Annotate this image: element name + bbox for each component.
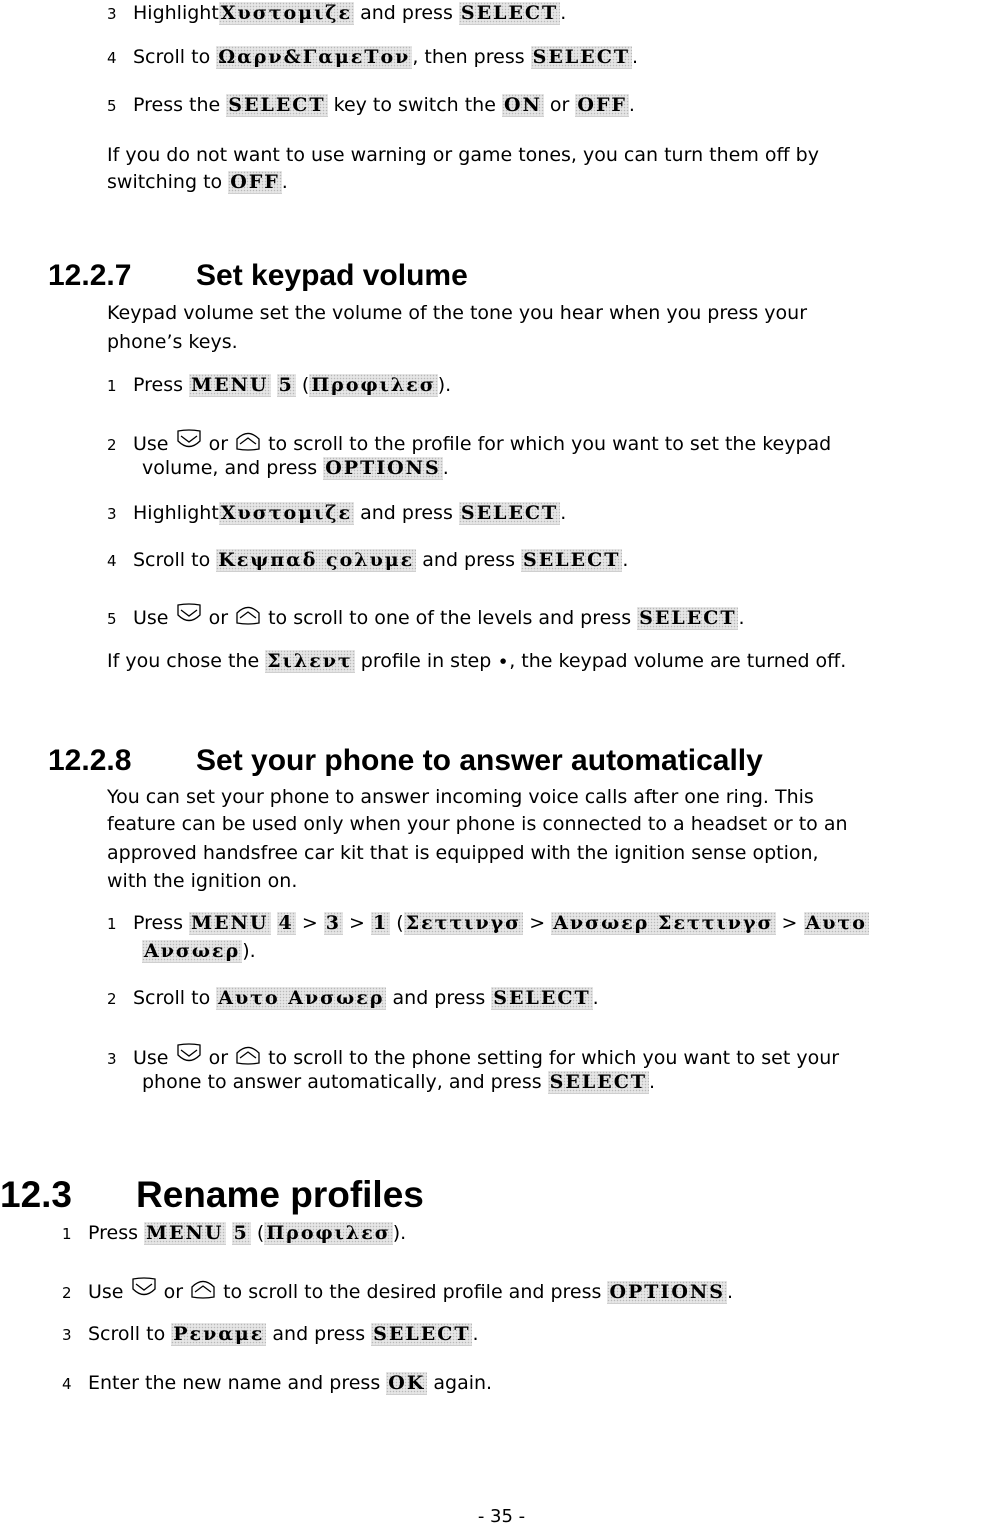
select-key: SELECT xyxy=(532,46,630,68)
select-key: SELECT xyxy=(523,549,621,571)
intro-line: You can set your phone to answer incoming voice calls after one ring. This xyxy=(107,786,814,808)
step-3-use-scroll: 3 Use or to scroll to the phone setting for which you want to set your xyxy=(107,1042,839,1072)
section-number: 12.3 xyxy=(0,1174,73,1215)
select-key: SELECT xyxy=(549,1071,647,1093)
select-key: SELECT xyxy=(373,1323,471,1345)
scroll-up-key-icon xyxy=(189,1276,217,1300)
display-key: Αυτο Ανσωερ xyxy=(218,987,385,1009)
intro-line: approved handsfree car kit that is equipped with the ignition sense option, xyxy=(107,842,819,864)
display-key: Προφιλεσ xyxy=(311,374,436,396)
select-key: SELECT xyxy=(460,2,559,24)
display-key: Αυτο xyxy=(805,912,867,934)
step-1-press-menu: 1 Press MENU 5 ( Προφιλεσ ). xyxy=(107,372,451,399)
digit-key: 3 xyxy=(325,912,342,934)
step-number: 3 xyxy=(107,5,117,23)
display-key: Κεψπαδ ςολυμε xyxy=(218,549,415,571)
step-number: 4 xyxy=(107,552,117,570)
digit-key: 5 xyxy=(233,1222,249,1244)
section-title: Rename profiles xyxy=(136,1174,424,1215)
digit-key: 1 xyxy=(373,912,389,934)
step-3-scroll: 3 Scroll to Ρεναμε and press SELECT . xyxy=(62,1321,479,1348)
step-3-highlight: 3 Highlight Χυστομιζε and press SELECT . xyxy=(107,0,566,27)
step-number: 3 xyxy=(62,1326,72,1344)
display-key: Προφιλεσ xyxy=(266,1222,391,1244)
step-number: 1 xyxy=(107,915,117,933)
step-3-highlight: 3 Highlight Χυστομιζε and press SELECT . xyxy=(107,500,566,527)
display-key: Χυστομιζε xyxy=(220,2,353,24)
display-key: Σεττινγσ xyxy=(405,912,522,934)
options-key: OPTIONS xyxy=(609,1281,725,1303)
intro-line: Keypad volume set the volume of the tone you hear when you press your xyxy=(107,302,808,324)
display-key: Ανσωερ Σεττινγσ xyxy=(553,912,774,934)
section-heading-12-3 xyxy=(0,1174,424,1216)
step-number: 3 xyxy=(107,505,117,523)
ok-key: OK xyxy=(388,1372,426,1394)
step-number: 1 xyxy=(107,377,117,395)
menu-key: MENU xyxy=(146,1222,224,1244)
options-key: OPTIONS xyxy=(325,457,441,479)
menu-key: MENU xyxy=(191,374,269,396)
off-key: OFF xyxy=(230,171,280,193)
step-number: 2 xyxy=(107,990,117,1008)
select-key: SELECT xyxy=(639,607,737,629)
step-1-press-menu: 1 Press MENU 5 ( Προφιλεσ ). xyxy=(62,1220,406,1247)
step-number: 3 xyxy=(107,1050,117,1068)
step-number: 5 xyxy=(107,97,117,115)
section-number: 12.2.8 xyxy=(48,744,132,777)
page-number: - 35 - xyxy=(477,1506,526,1527)
step-1-press-menu: 1 Press MENU 4 > 3 > 1 ( Σεττινγσ > Ανσωερ Σεττινγσ > Αυτο xyxy=(107,910,869,937)
scroll-down-key-icon xyxy=(175,428,203,452)
menu-key: MENU xyxy=(191,912,269,934)
select-key: SELECT xyxy=(228,94,326,116)
step-number: 2 xyxy=(107,436,117,454)
intro-line: phone’s keys. xyxy=(107,331,238,353)
step-1-continued: Ανσωερ ). xyxy=(144,940,256,962)
step-4-scroll: 4 Scroll to Ωαρν&ΓαμεΤον , then press SELECT . xyxy=(107,44,638,71)
section-title: Set your phone to answer automatically xyxy=(196,744,763,777)
step-number: 5 xyxy=(107,610,117,628)
on-key: ON xyxy=(503,94,542,116)
scroll-down-key-icon xyxy=(175,1042,203,1066)
section-heading-12-2-8 xyxy=(48,744,763,778)
intro-line: with the ignition on. xyxy=(107,870,298,892)
step-5-press: 5 Press the SELECT key to switch the ON or OFF . xyxy=(107,92,635,119)
note-line-1: If you do not want to use warning or game tones, you can turn them off by xyxy=(107,144,819,166)
section-title: Set keypad volume xyxy=(196,259,468,292)
off-key: OFF xyxy=(577,94,627,116)
step-number: 4 xyxy=(107,49,117,67)
scroll-up-key-icon xyxy=(234,1042,262,1066)
step-number: 4 xyxy=(62,1375,72,1393)
step-number: 1 xyxy=(62,1225,72,1243)
note-line-2: switching to OFF . xyxy=(107,171,288,193)
step-number: 2 xyxy=(62,1284,72,1302)
step-5-use-scroll: 5 Use or to scroll to one of the levels and press SELECT . xyxy=(107,602,745,632)
step-2-use-scroll: 2 Use or to scroll to the profile for which you want to set the keypad xyxy=(107,428,831,458)
select-key: SELECT xyxy=(493,987,591,1009)
step-3-continued: phone to answer automatically, and press SELECT . xyxy=(142,1071,656,1093)
step-2-use-scroll: 2 Use or to scroll to the desired profile and press OPTIONS . xyxy=(62,1276,733,1306)
scroll-down-key-icon xyxy=(175,602,203,626)
display-key: Σιλεντ xyxy=(267,650,353,672)
step-2-continued: volume, and press OPTIONS . xyxy=(142,457,449,479)
digit-key: 5 xyxy=(278,374,294,396)
display-key: Ρεναμε xyxy=(173,1323,265,1345)
note-line: If you chose the Σιλεντ profile in step ∙, the keypad volume are turned off. xyxy=(107,650,847,672)
section-heading-12-2-7 xyxy=(48,259,468,293)
step-4-scroll: 4 Scroll to Κεψπαδ ςολυμε and press SELECT . xyxy=(107,547,628,574)
scroll-up-key-icon xyxy=(234,602,262,626)
section-number: 12.2.7 xyxy=(48,259,132,292)
digit-key: 4 xyxy=(278,912,294,934)
display-key: Χυστομιζε xyxy=(220,502,353,524)
select-key: SELECT xyxy=(460,502,559,524)
scroll-up-key-icon xyxy=(234,428,262,452)
display-key: Ανσωερ xyxy=(144,940,241,962)
display-key: Ωαρν&ΓαμεΤον xyxy=(218,46,411,68)
step-2-scroll: 2 Scroll to Αυτο Ανσωερ and press SELECT . xyxy=(107,985,599,1012)
intro-line: feature can be used only when your phone is connected to a headset or to an xyxy=(107,813,848,835)
step-4-enter-name: 4 Enter the new name and press OK again. xyxy=(62,1370,492,1397)
scroll-down-key-icon xyxy=(130,1276,158,1300)
